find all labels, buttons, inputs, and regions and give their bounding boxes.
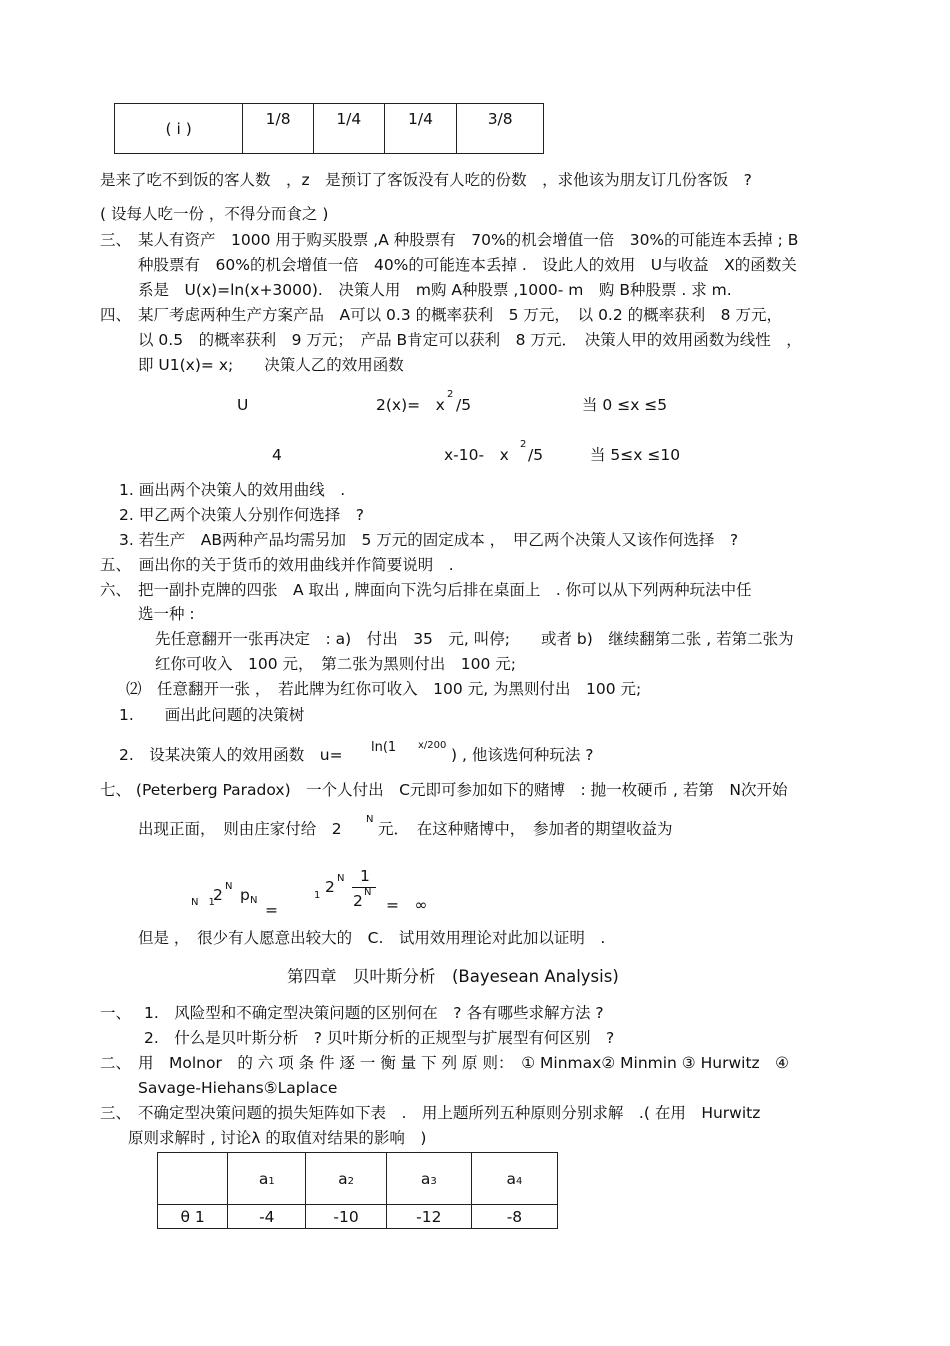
formula-u2-second: x-10- x (444, 446, 509, 464)
header-sub: 2 (347, 1175, 354, 1187)
table-cell: 1/4 (313, 104, 384, 154)
text-line: 即 U1(x)= x; 决策人乙的效用函数 (138, 356, 404, 374)
text-line: 把一副扑克牌的四张 A 取出 , 牌面向下洗匀后排在桌面上 . 你可以从下列两种玩法中任 (138, 581, 752, 599)
table-row-label: θ 1 (158, 1205, 228, 1229)
formula-sum-sub: N 1 (191, 897, 215, 908)
sub-question: 1. 画出此问题的决策树 (119, 706, 305, 724)
formula-exponent: N (366, 814, 374, 825)
question-number: 三、 (100, 1104, 132, 1122)
formula-div: /5 (528, 446, 544, 464)
text-line: 先任意翻开一张再决定 : a) 付出 35 元, 叫停; 或者 b) 继续翻第二张 , 若第二张为 (155, 630, 794, 648)
formula-numerator: 1 (360, 867, 370, 885)
text-line: Savage-Hiehans⑤Laplace (138, 1079, 338, 1097)
formula-div: /5 (456, 396, 472, 414)
formula-exponent: 2 (447, 389, 454, 400)
text-line: 以 0.5 的概率获利 9 万元； 产品 B肯定可以获利 8 万元． 决策人甲的效用函数为线性 ， (138, 331, 802, 349)
text-line: 五、 画出你的关于货币的效用曲线并作简要说明 . (100, 556, 454, 574)
formula-sum-sub: 1 (314, 890, 321, 901)
table-corner (158, 1153, 228, 1205)
text-line: 七、 (Peterberg Paradox) 一个人付出 C元即可参加如下的赌博 : 抛一枚硬币 , 若第 N次开始 (100, 781, 788, 799)
header-a: a (420, 1169, 431, 1188)
formula-ln: ln(1 (371, 740, 397, 755)
probability-table (114, 103, 544, 154)
text-line: ) , 他该选何种玩法 ? (451, 746, 594, 764)
table-cell: 1/4 (384, 104, 457, 154)
formula-two: 2 (213, 886, 223, 904)
text-line: 某人有资产 1000 用于购买股票 ,A 种股票有 70%的机会增值一倍 30%的可能连本丢掉 ; B (138, 231, 799, 249)
loss-matrix-table (157, 1152, 558, 1229)
sub-question: 2. 设某决策人的效用函数 u= (119, 746, 343, 764)
formula-condition: 当 5≤x ≤10 (590, 446, 681, 464)
table-cell: 3/8 (457, 104, 544, 154)
text-line: 用 Molnor 的 六 项 条 件 逐 一 衡 量 下 列 原 则： ① Minmax② Minmin ③ Hurwitz ④ (138, 1054, 790, 1072)
text-line: 某厂考虑两种生产方案产品 A可以 0.3 的概率获利 5 万元， 以 0.2 的概率获利 8 万元， (138, 306, 782, 324)
table-cell: -12 (386, 1205, 471, 1229)
formula-condition: 当 0 ≤x ≤5 (582, 396, 668, 414)
question-number: 一、 (100, 1004, 132, 1022)
formula-equals-infinity: = ∞ (386, 896, 428, 914)
text-line: 1. 风险型和不确定型决策问题的区别何在 ? 各有哪些求解方法 ? (144, 1004, 604, 1022)
chapter-heading: 第四章 贝叶斯分析 (Bayesean Analysis) (287, 967, 619, 986)
formula-exponent: N (225, 881, 233, 892)
formula-u2: 2(x)= x (376, 396, 445, 414)
text-line: 系是 U(x)=ln(x+3000). 决策人用 m购 A种股票 ,1000- m 购 B种股票 . 求 m. (138, 281, 732, 299)
text-line: 出现正面， 则由庄家付给 2 (138, 820, 342, 838)
text-line: 是来了吃不到饭的客人数 ，z 是预订了客饭没有人吃的份数 ，求他该为朋友订几份客饭 ? (100, 171, 752, 189)
table-cell: -10 (306, 1205, 386, 1229)
table-cell: -4 (228, 1205, 306, 1229)
text-line: 不确定型决策问题的损失矩阵如下表 . 用上题所列五种原则分别求解 .( 在用 Hurwitz (138, 1104, 761, 1122)
question-number: 三、 (100, 231, 132, 249)
table-header (228, 1153, 306, 1205)
table-cell: -8 (471, 1205, 557, 1229)
text-line: 选一种 : (138, 605, 195, 623)
question-number: 六、 (100, 581, 132, 599)
question-number: 二、 (100, 1054, 132, 1072)
table-header (471, 1153, 557, 1205)
formula-u: U (237, 396, 249, 414)
header-sub: 1 (268, 1175, 275, 1187)
header-a: a (258, 1169, 269, 1188)
sub-question: 1. 画出两个决策人的效用曲线 . (119, 481, 346, 499)
formula-exponent: N (337, 873, 345, 884)
formula-exponent: 2 (520, 439, 527, 450)
formula-fraction: x/200 (418, 740, 447, 751)
table-row-label: ( i ) (115, 104, 243, 154)
header-a: a (506, 1169, 516, 1188)
formula-equals: = (265, 901, 278, 919)
text-line: 2. 什么是贝叶斯分析 ? 贝叶斯分析的正规型与扩展型有何区别 ? (144, 1029, 615, 1047)
text-line: 原则求解时 , 讨论λ 的取值对结果的影响 ) (128, 1129, 427, 1147)
text-line: ( 设每人吃一份 ，不得分而食之 ) (100, 205, 329, 223)
formula-p: p (240, 886, 250, 904)
formula-two: 2 (325, 878, 335, 896)
text-line: 元． 在这种赌博中， 参加者的期望收益为 (378, 820, 673, 838)
text-line: ⑵ 任意翻开一张 ， 若此牌为红你可收入 100 元, 为黑则付出 100 元; (126, 680, 642, 698)
table-cell: 1/8 (243, 104, 314, 154)
text-line: 种股票有 60%的机会增值一倍 40%的可能连本丢掉 . 设此人的效用 U与收益 X的函数关 (138, 256, 797, 274)
table-header (386, 1153, 471, 1205)
formula-brace-4: 4 (272, 446, 282, 464)
formula-exponent: N (364, 887, 372, 898)
header-sub: 3 (430, 1175, 437, 1187)
header-sub: 4 (516, 1175, 523, 1187)
question-number: 四、 (100, 306, 132, 324)
formula-denominator: 2 (353, 892, 363, 910)
sub-question: 3. 若生产 AB两种产品均需另加 5 万元的固定成本 ， 甲乙两个决策人又该作何选择 ? (119, 531, 739, 549)
text-line: 但是 ， 很少有人愿意出较大的 C. 试用效用理论对此加以证明 . (138, 929, 606, 947)
table-header (306, 1153, 386, 1205)
header-a: a (338, 1169, 348, 1188)
text-line: 红你可收入 100 元， 第二张为黑则付出 100 元; (155, 655, 516, 673)
sub-question: 2. 甲乙两个决策人分别作何选择 ? (119, 506, 364, 524)
formula-subscript: N (250, 895, 258, 906)
